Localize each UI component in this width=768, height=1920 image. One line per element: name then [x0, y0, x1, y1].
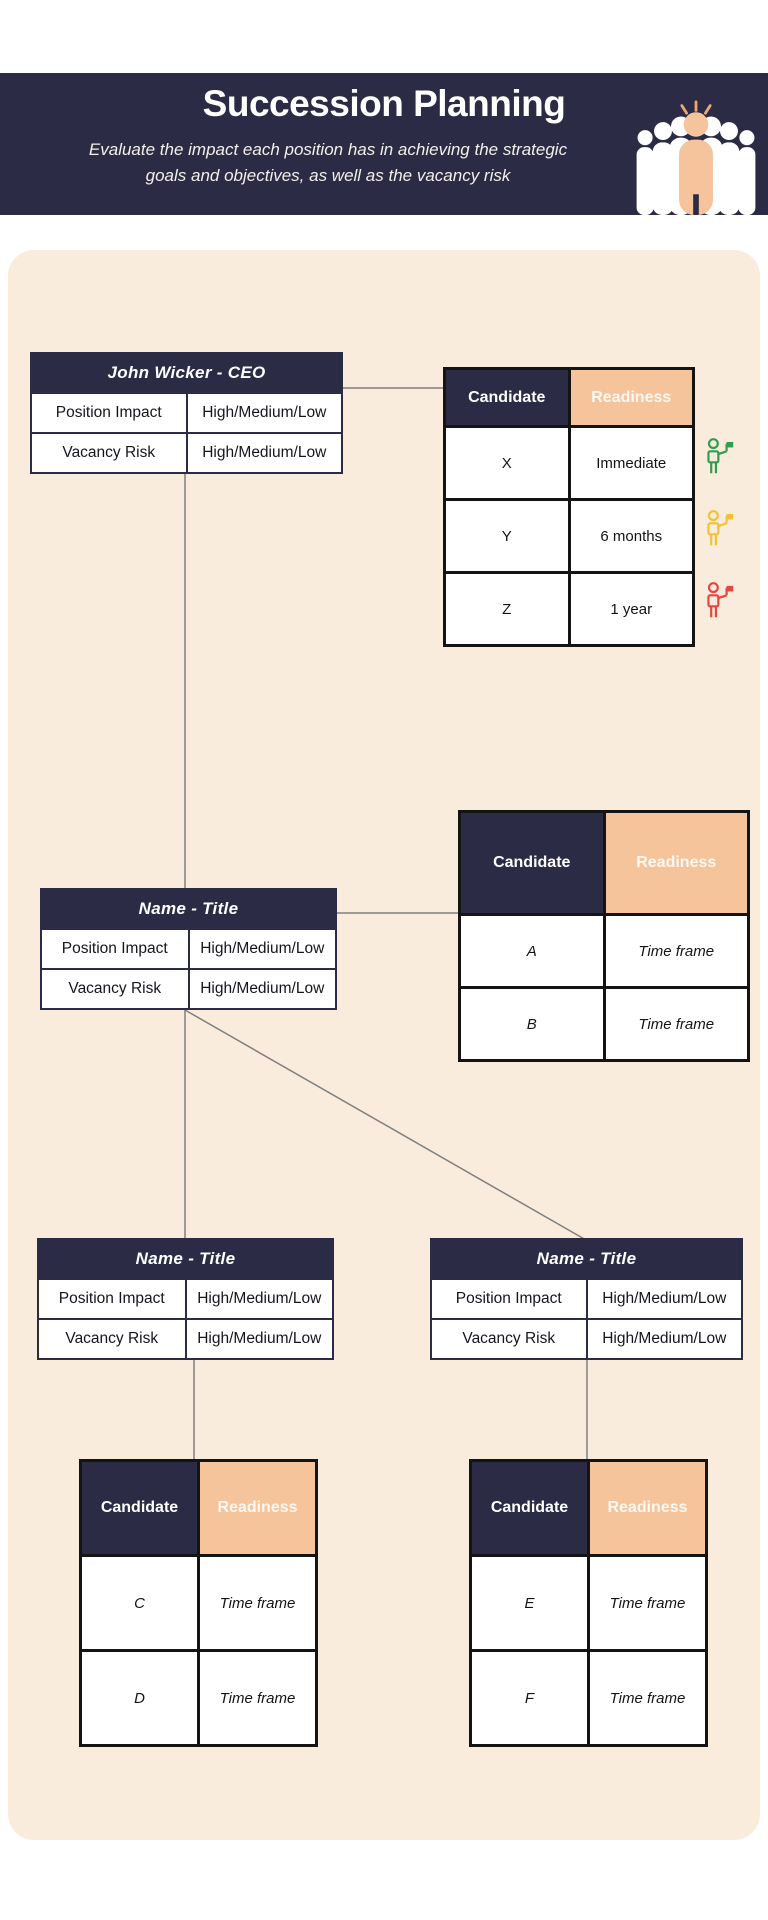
- position-impact-value: High/Medium/Low: [188, 394, 342, 432]
- candidate-header: Candidate: [472, 1462, 590, 1554]
- candidate-table-bottom-left: [79, 1459, 318, 1747]
- candidate-header: Candidate: [461, 813, 606, 913]
- position-impact-value: High/Medium/Low: [588, 1280, 742, 1318]
- candidate-table-middle: [458, 810, 750, 1062]
- table-header-row: [446, 370, 692, 425]
- readiness-cell: Time frame: [590, 1652, 705, 1744]
- page-subtitle: [0, 137, 656, 189]
- vacancy-risk-label: Vacancy Risk: [39, 1320, 187, 1358]
- vacancy-risk-row: [42, 968, 335, 1008]
- readiness-cell: Time frame: [606, 916, 748, 986]
- position-impact-value: High/Medium/Low: [187, 1280, 333, 1318]
- vacancy-risk-row: [39, 1318, 332, 1358]
- vacancy-risk-row: [432, 1318, 741, 1358]
- candidate-cell: C: [82, 1557, 200, 1649]
- position-impact-row: [39, 1278, 332, 1318]
- readiness-cell: Immediate: [571, 428, 693, 498]
- position-box-title: John Wicker - CEO: [32, 354, 341, 392]
- readiness-cell: 6 months: [571, 501, 693, 571]
- position-box-bottom-right: [430, 1238, 743, 1360]
- candidate-cell: Y: [446, 501, 571, 571]
- header-band: [0, 73, 768, 215]
- candidate-cell: Z: [446, 574, 571, 644]
- position-impact-label: Position Impact: [39, 1280, 187, 1318]
- people-group-icon: [630, 89, 762, 215]
- subtitle-line-2: goals and objectives, as well as the vacancy risk: [145, 166, 511, 185]
- table-row: [446, 425, 692, 498]
- candidate-cell: X: [446, 428, 571, 498]
- candidate-table-bottom-right: [469, 1459, 708, 1747]
- person-flag-red-icon: [703, 581, 737, 625]
- candidate-header: Candidate: [82, 1462, 200, 1554]
- candidate-cell: B: [461, 989, 606, 1059]
- candidate-cell: D: [82, 1652, 200, 1744]
- candidate-cell: E: [472, 1557, 590, 1649]
- table-row: [461, 913, 747, 986]
- position-impact-label: Position Impact: [42, 930, 190, 968]
- table-row: [461, 986, 747, 1059]
- vacancy-risk-value: High/Medium/Low: [187, 1320, 333, 1358]
- subtitle-line-1: Evaluate the impact each position has in achieving the strategic: [88, 140, 568, 159]
- readiness-cell: 1 year: [571, 574, 693, 644]
- vacancy-risk-label: Vacancy Risk: [32, 434, 188, 472]
- page-title: Succession Planning: [202, 83, 566, 124]
- table-row: [82, 1554, 315, 1649]
- readiness-cell: Time frame: [590, 1557, 705, 1649]
- candidate-header: Candidate: [446, 370, 571, 425]
- position-impact-row: [32, 392, 341, 432]
- position-impact-row: [432, 1278, 741, 1318]
- readiness-cell: Time frame: [606, 989, 748, 1059]
- vacancy-risk-value: High/Medium/Low: [190, 970, 336, 1008]
- readiness-header: Readiness: [571, 370, 693, 425]
- table-row: [472, 1554, 705, 1649]
- person-flag-green-icon: [703, 437, 737, 481]
- table-header-row: [472, 1462, 705, 1554]
- readiness-cell: Time frame: [200, 1652, 315, 1744]
- person-flag-yellow-icon: [703, 509, 737, 553]
- position-box-middle: [40, 888, 337, 1010]
- table-row: [446, 498, 692, 571]
- position-box-ceo: [30, 352, 343, 474]
- table-row: [446, 571, 692, 644]
- table-header-row: [461, 813, 747, 913]
- position-impact-label: Position Impact: [32, 394, 188, 432]
- candidate-cell: A: [461, 916, 606, 986]
- vacancy-risk-row: [32, 432, 341, 472]
- candidate-cell: F: [472, 1652, 590, 1744]
- readiness-header: Readiness: [200, 1462, 315, 1554]
- vacancy-risk-label: Vacancy Risk: [432, 1320, 588, 1358]
- vacancy-risk-value: High/Medium/Low: [588, 1320, 742, 1358]
- table-header-row: [82, 1462, 315, 1554]
- position-box-title: Name - Title: [42, 890, 335, 928]
- position-impact-label: Position Impact: [432, 1280, 588, 1318]
- position-box-title: Name - Title: [432, 1240, 741, 1278]
- readiness-header: Readiness: [606, 813, 748, 913]
- position-box-title: Name - Title: [39, 1240, 332, 1278]
- candidate-table-ceo: [443, 367, 695, 647]
- position-impact-value: High/Medium/Low: [190, 930, 336, 968]
- table-row: [472, 1649, 705, 1744]
- readiness-header: Readiness: [590, 1462, 705, 1554]
- position-impact-row: [42, 928, 335, 968]
- readiness-cell: Time frame: [200, 1557, 315, 1649]
- table-row: [82, 1649, 315, 1744]
- position-box-bottom-left: [37, 1238, 334, 1360]
- vacancy-risk-value: High/Medium/Low: [188, 434, 342, 472]
- vacancy-risk-label: Vacancy Risk: [42, 970, 190, 1008]
